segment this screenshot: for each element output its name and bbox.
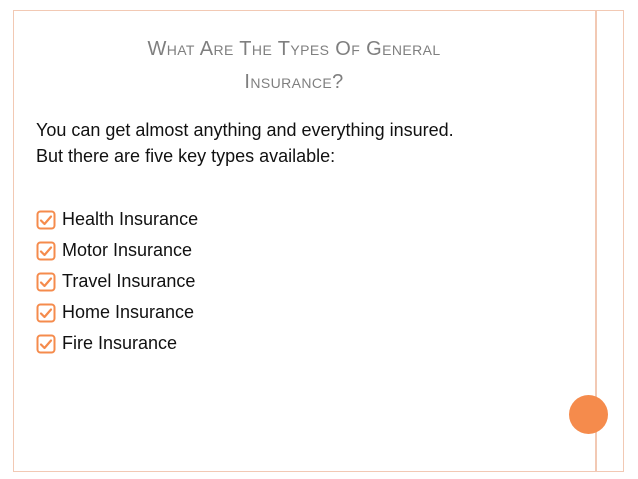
bullet-label: Motor Insurance <box>62 240 193 260</box>
slide-title <box>36 33 552 99</box>
list-item <box>36 266 198 297</box>
slide-title-line-1: What Are The Types Of General <box>147 38 441 60</box>
intro-line-2: But there are five key types available: <box>36 146 336 166</box>
intro-text <box>36 117 566 169</box>
list-item <box>36 297 198 328</box>
bullet-label: Health Insurance <box>62 209 199 229</box>
slide-title-line-2: Insurance? <box>244 71 344 93</box>
checkbox-icon <box>36 272 56 292</box>
checkbox-icon <box>36 334 56 354</box>
list-item <box>36 204 198 235</box>
list-item <box>36 235 198 266</box>
checkbox-icon <box>36 241 56 261</box>
checkbox-icon <box>36 210 56 230</box>
list-item <box>36 328 198 359</box>
bullet-label: Fire Insurance <box>62 333 178 353</box>
decorative-orange-circle <box>569 395 608 434</box>
bullet-list <box>36 204 198 359</box>
bullet-label: Home Insurance <box>62 302 195 322</box>
bullet-label: Travel Insurance <box>62 271 196 291</box>
intro-line-1: You can get almost anything and everything insured. <box>36 120 454 140</box>
checkbox-icon <box>36 303 56 323</box>
